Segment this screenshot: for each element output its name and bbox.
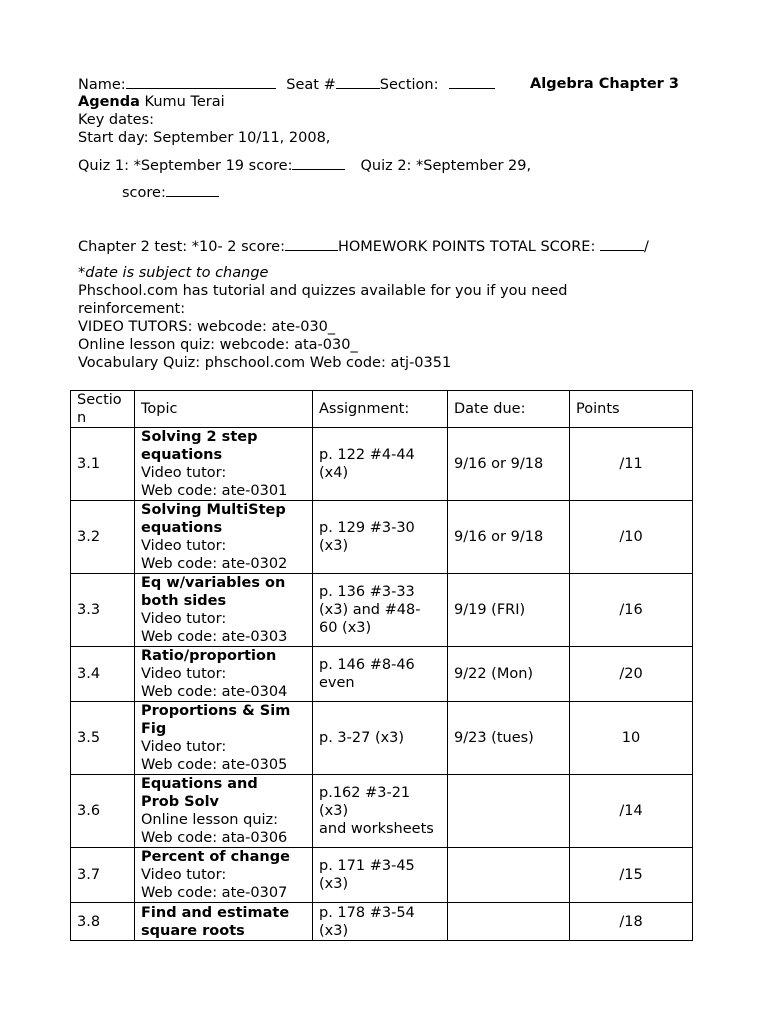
name-line: [78, 75, 495, 94]
assignment-cell: p. 136 #3-33 (x3) and #48- 60 (x3): [313, 574, 448, 647]
date-due-cell: 9/16 or 9/18: [448, 501, 570, 574]
section-cell: 3.6: [71, 775, 135, 848]
section-blank[interactable]: [449, 75, 495, 89]
key-dates: Key dates:: [78, 112, 155, 128]
start-day: Start day: September 10/11, 2008,: [78, 130, 331, 146]
table-row: [71, 775, 693, 848]
video-tutors: VIDEO TUTORS: webcode: ate-030_: [78, 319, 336, 335]
assignment-cell: p. 171 #3-45 (x3): [313, 848, 448, 903]
date-due-cell: 9/16 or 9/18: [448, 428, 570, 501]
quiz-line: [78, 156, 531, 175]
vocab-quiz: Vocabulary Quiz: phschool.com Web code: atj-0351: [78, 355, 452, 371]
points-cell: /16: [570, 574, 693, 647]
asterisk: *: [78, 265, 86, 281]
title-line2: [78, 93, 225, 111]
quiz2-label: Quiz 2: *September 29,: [360, 158, 532, 174]
date-due-cell: [448, 848, 570, 903]
hw-score-blank[interactable]: [600, 237, 644, 251]
table-row: [71, 428, 693, 501]
topic-cell: Percent of change Video tutor: Web code: ate-0307: [135, 848, 313, 903]
ch2-test-label: Chapter 2 test: *10- 2 score:: [78, 239, 285, 255]
header-points: Points: [570, 391, 693, 428]
topic-cell: Ratio/proportion Video tutor: Web code: ate-0304: [135, 647, 313, 702]
online-quiz: Online lesson quiz: webcode: ata-030_: [78, 337, 358, 353]
date-due-cell: [448, 775, 570, 848]
phschool-line2: reinforcement:: [78, 301, 186, 317]
header-date-due: Date due:: [448, 391, 570, 428]
quiz2-score-line: [122, 183, 219, 202]
hw-total-label: HOMEWORK POINTS TOTAL SCORE:: [337, 239, 600, 255]
test-line: [78, 237, 649, 256]
table-row: [71, 647, 693, 702]
date-due-cell: 9/22 (Mon): [448, 647, 570, 702]
assignment-cell: p. 146 #8-46 even: [313, 647, 448, 702]
points-cell: /11: [570, 428, 693, 501]
topic-cell: Proportions & Sim Fig Video tutor: Web code: ate-0305: [135, 702, 313, 775]
assignment-cell: p. 129 #3-30 (x3): [313, 501, 448, 574]
topic-cell: Find and estimate square roots: [135, 903, 313, 941]
teacher-name: Kumu Terai: [139, 94, 225, 110]
table-row: [71, 574, 693, 647]
ch2-score-blank[interactable]: [285, 237, 338, 251]
quiz1-label: Quiz 1: *September 19 score:: [78, 158, 293, 174]
points-cell: /15: [570, 848, 693, 903]
header-section: Sectio n: [71, 391, 135, 428]
points-cell: /18: [570, 903, 693, 941]
topic-cell: Eq w/variables on both sides Video tutor: Web code: ate-0303: [135, 574, 313, 647]
name-blank[interactable]: [126, 75, 276, 89]
assignment-cell: p. 178 #3-54 (x3): [313, 903, 448, 941]
section-cell: 3.2: [71, 501, 135, 574]
section-cell: 3.4: [71, 647, 135, 702]
title-part2: Agenda: [78, 94, 140, 110]
points-cell: /10: [570, 501, 693, 574]
section-cell: 3.3: [71, 574, 135, 647]
assignment-cell: p.162 #3-21 (x3) and worksheets: [313, 775, 448, 848]
assignment-cell: p. 122 #4-44 (x4): [313, 428, 448, 501]
header-topic: Topic: [135, 391, 313, 428]
section-cell: 3.1: [71, 428, 135, 501]
topic-cell: Equations and Prob Solv Online lesson quiz: Web code: ata-0306: [135, 775, 313, 848]
seat-label: Seat #: [286, 77, 336, 93]
points-cell: 10: [570, 702, 693, 775]
quiz2-score-blank[interactable]: [166, 183, 219, 197]
points-cell: /20: [570, 647, 693, 702]
table-row: [71, 903, 693, 941]
section-cell: 3.8: [71, 903, 135, 941]
date-note-line: [78, 264, 268, 282]
hw-slash: /: [643, 239, 649, 255]
table-row: [71, 702, 693, 775]
date-due-cell: 9/19 (FRI): [448, 574, 570, 647]
section-cell: 3.5: [71, 702, 135, 775]
points-cell: /14: [570, 775, 693, 848]
date-due-cell: [448, 903, 570, 941]
table-row: [71, 848, 693, 903]
quiz2-score-label: score:: [122, 185, 166, 201]
phschool-line1: Phschool.com has tutorial and quizzes available for you if you need: [78, 283, 568, 299]
topic-cell: Solving MultiStep equations Video tutor: Web code: ate-0302: [135, 501, 313, 574]
assignment-table: [70, 390, 693, 941]
topic-cell: Solving 2 step equations Video tutor: Web code: ate-0301: [135, 428, 313, 501]
section-label: Section:: [379, 77, 439, 93]
date-note: date is subject to change: [85, 265, 269, 281]
table-header-row: [71, 391, 693, 428]
table-row: [71, 501, 693, 574]
header-assignment: Assignment:: [313, 391, 448, 428]
quiz1-score-blank[interactable]: [292, 156, 345, 170]
title-part1: Algebra Chapter 3: [530, 76, 679, 92]
section-cell: 3.7: [71, 848, 135, 903]
assignment-cell: p. 3-27 (x3): [313, 702, 448, 775]
name-label: Name:: [78, 77, 126, 93]
seat-blank[interactable]: [336, 75, 380, 89]
date-due-cell: 9/23 (tues): [448, 702, 570, 775]
